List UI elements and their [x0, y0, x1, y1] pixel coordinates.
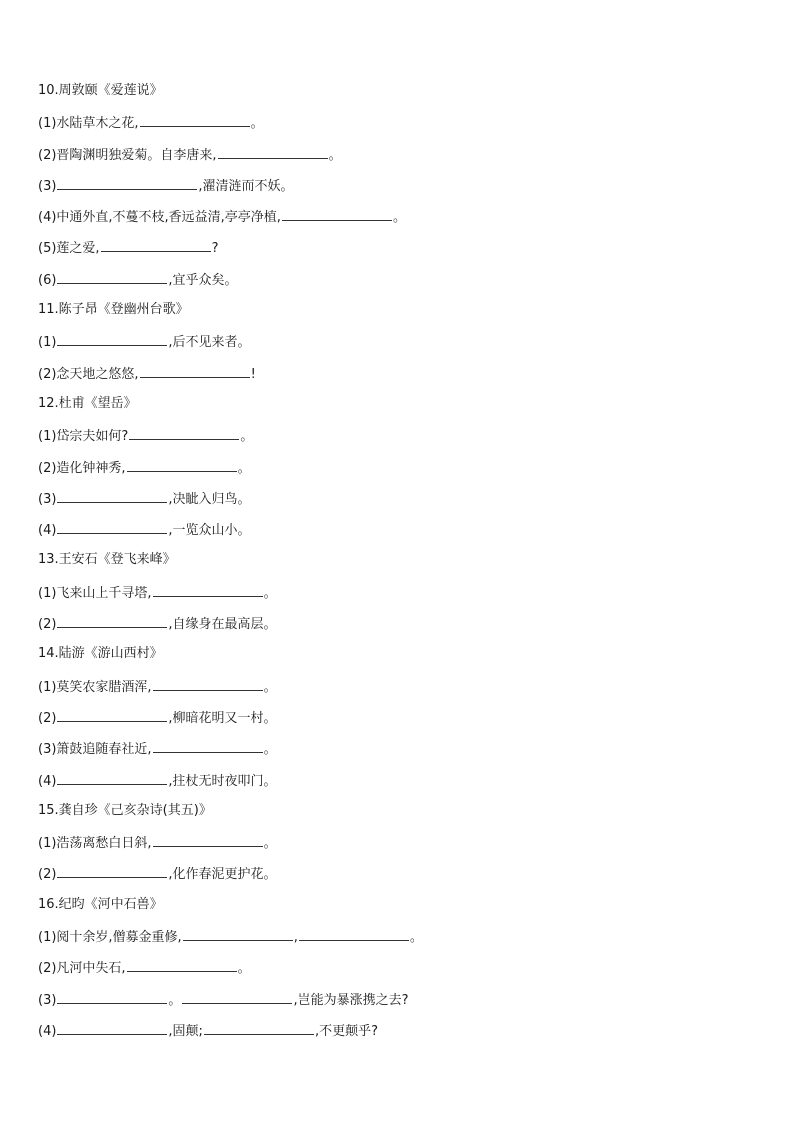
question-text: ,决眦入归鸟。 — [168, 491, 251, 507]
answer-blank[interactable] — [153, 581, 263, 597]
question-line — [38, 111, 758, 142]
question-line — [38, 330, 758, 361]
question-line — [38, 737, 758, 768]
answer-blank[interactable] — [57, 268, 167, 284]
question-line — [38, 925, 758, 956]
question-text: 。 — [263, 679, 277, 695]
question-text: 。 — [237, 460, 251, 476]
question-text: (2)凡河中失石, — [38, 961, 126, 977]
question-text: 。 — [263, 742, 277, 758]
question-line — [38, 675, 758, 706]
question-text: 。 — [237, 961, 251, 977]
question-line — [38, 456, 758, 487]
question-text: ,一览众山小。 — [168, 523, 251, 539]
question-text: (1)莫笑农家腊酒浑, — [38, 679, 152, 695]
question-text: ,不更颠乎? — [314, 1023, 378, 1039]
question-line — [38, 205, 758, 236]
answer-blank[interactable] — [204, 1019, 314, 1035]
question-text: ? — [211, 241, 219, 257]
question-text: , — [293, 930, 298, 946]
question-text: (2) — [38, 867, 57, 883]
question-line — [38, 612, 758, 643]
question-line — [38, 518, 758, 549]
question-text: 。 — [263, 585, 277, 601]
question-text: ,拄杖无时夜叩门。 — [168, 773, 277, 789]
question-text: 。 — [409, 930, 423, 946]
question-line — [38, 174, 758, 205]
section-heading: 15.龚自珍《己亥杂诗(其五)》 — [38, 802, 212, 818]
answer-blank[interactable] — [153, 831, 263, 847]
question-line — [38, 862, 758, 893]
question-text: 。 — [328, 147, 342, 163]
answer-blank[interactable] — [57, 518, 167, 534]
answer-blank[interactable] — [57, 1019, 167, 1035]
section-heading: 13.王安石《登飞来峰》 — [38, 552, 176, 568]
question-text: (3) — [38, 178, 57, 194]
question-text: (1)岱宗夫如何? — [38, 429, 129, 445]
question-text: (2)念天地之悠悠, — [38, 366, 139, 382]
worksheet — [38, 80, 758, 1050]
question-text: 。 — [392, 210, 406, 226]
question-text: 。 — [240, 429, 254, 445]
section-heading: 16.纪昀《河中石兽》 — [38, 896, 163, 912]
question-text: (4)中通外直,不蔓不枝,香远益清,亭亭净植, — [38, 210, 281, 226]
question-text: 。 — [263, 836, 277, 852]
question-line — [38, 362, 758, 393]
question-text: (4) — [38, 523, 57, 539]
answer-blank[interactable] — [127, 956, 237, 972]
section-heading: 11.陈子昂《登幽州台歌》 — [38, 302, 189, 318]
answer-blank[interactable] — [182, 988, 292, 1004]
question-text: ! — [250, 366, 256, 382]
section-heading: 12.杜甫《望岳》 — [38, 395, 137, 411]
answer-blank[interactable] — [282, 205, 392, 221]
question-line — [38, 487, 758, 518]
question-line — [38, 706, 758, 737]
question-text: ,柳暗花明又一村。 — [168, 710, 277, 726]
answer-blank[interactable] — [127, 456, 237, 472]
question-line — [38, 236, 758, 267]
answer-blank[interactable] — [140, 362, 250, 378]
question-line — [38, 956, 758, 987]
question-text: (1) — [38, 335, 57, 351]
question-text: 。 — [168, 992, 182, 1008]
question-text: (1)浩荡离愁白日斜, — [38, 836, 152, 852]
question-text: ,濯清涟而不妖。 — [198, 178, 294, 194]
answer-blank[interactable] — [57, 706, 167, 722]
answer-blank[interactable] — [57, 612, 167, 628]
answer-blank[interactable] — [183, 925, 293, 941]
question-text: (4) — [38, 773, 57, 789]
answer-blank[interactable] — [218, 143, 328, 159]
question-text: ,宜乎众矣。 — [168, 272, 238, 288]
question-text: ,化作春泥更护花。 — [168, 867, 277, 883]
question-text: (3) — [38, 491, 57, 507]
answer-blank[interactable] — [299, 925, 409, 941]
question-line — [38, 769, 758, 800]
answer-blank[interactable] — [57, 330, 167, 346]
question-text: ,后不见来者。 — [168, 335, 251, 351]
answer-blank[interactable] — [57, 174, 197, 190]
question-text: (1)阅十余岁,僧募金重修, — [38, 930, 182, 946]
question-text: ,自缘身在最高层。 — [168, 617, 277, 633]
question-text: (1)飞来山上千寻塔, — [38, 585, 152, 601]
answer-blank[interactable] — [153, 737, 263, 753]
question-text: (2)晋陶渊明独爱菊。自李唐来, — [38, 147, 217, 163]
question-text: (2) — [38, 710, 57, 726]
question-text: (3)箫鼓追随春社近, — [38, 742, 152, 758]
answer-blank[interactable] — [57, 487, 167, 503]
question-line — [38, 988, 758, 1019]
answer-blank[interactable] — [140, 111, 250, 127]
question-line — [38, 831, 758, 862]
section-heading: 10.周敦颐《爱莲说》 — [38, 83, 163, 98]
question-text: ,固颠; — [168, 1023, 203, 1039]
question-text: (6) — [38, 272, 57, 288]
question-line — [38, 581, 758, 612]
question-text: 。 — [250, 116, 264, 132]
answer-blank[interactable] — [57, 988, 167, 1004]
question-line — [38, 424, 758, 455]
question-text: (3) — [38, 992, 57, 1008]
answer-blank[interactable] — [101, 236, 211, 252]
answer-blank[interactable] — [153, 675, 263, 691]
question-text: (2) — [38, 617, 57, 633]
answer-blank[interactable] — [129, 424, 239, 440]
answer-blank[interactable] — [57, 862, 167, 878]
question-text: (5)莲之爱, — [38, 241, 100, 257]
question-text: (2)造化钟神秀, — [38, 460, 126, 476]
question-text: (1)水陆草木之花, — [38, 116, 139, 132]
question-text: ,岂能为暴涨携之去? — [293, 992, 409, 1008]
question-line — [38, 1019, 758, 1050]
answer-blank[interactable] — [57, 769, 167, 785]
question-line — [38, 143, 758, 174]
question-line — [38, 268, 758, 299]
question-text: (4) — [38, 1023, 57, 1039]
section-heading: 14.陆游《游山西村》 — [38, 646, 163, 662]
